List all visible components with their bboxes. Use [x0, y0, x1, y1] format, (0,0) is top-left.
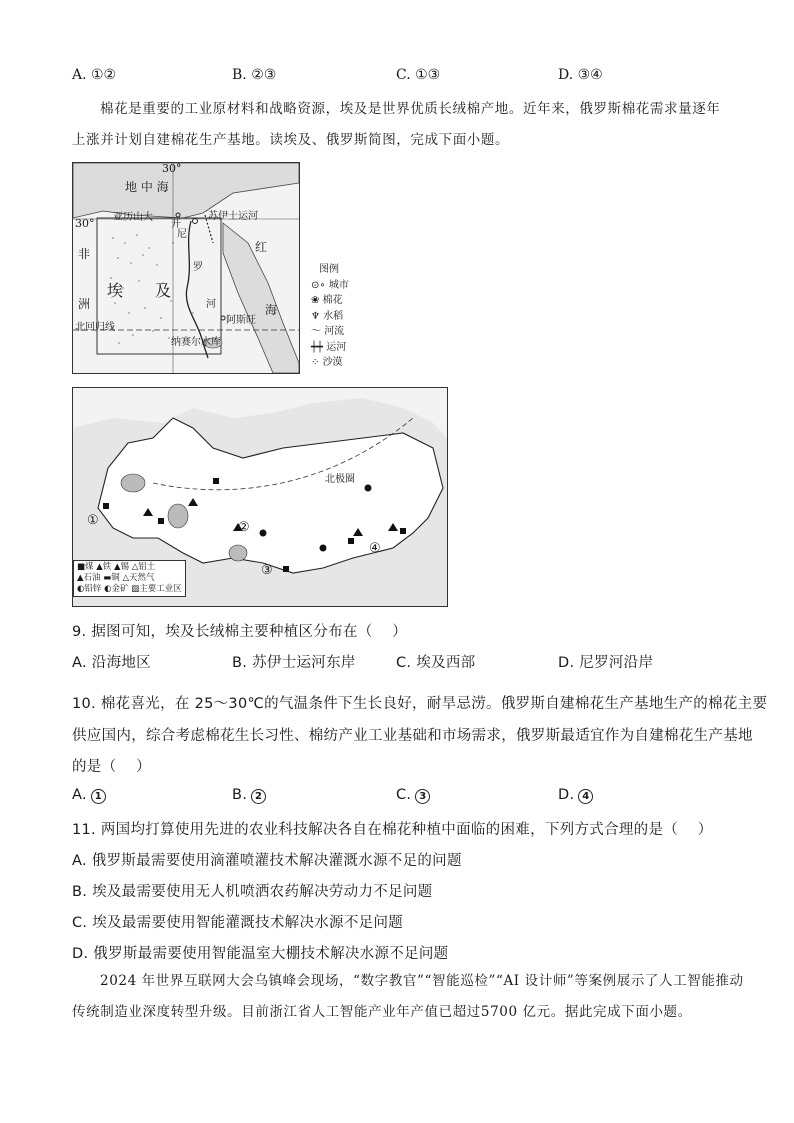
- egypt-country-label: 埃 及: [107, 281, 172, 300]
- legend-item-city: ⊙∘ 城市: [311, 279, 349, 291]
- egypt-map: [72, 162, 300, 374]
- q10-line-2: 供应国内，综合考虑棉花生长习性、棉纺产业工业基础和市场需求，俄罗斯最适宜作为自建棉花生产基地: [72, 728, 753, 744]
- africa-label-1: 非: [78, 247, 91, 261]
- q11-option-a[interactable]: A. 俄罗斯最需要使用滴灌喷灌技术解决灌溉水源不足的问题: [72, 853, 462, 869]
- marker-1: ①: [87, 513, 99, 528]
- top-option-c[interactable]: C. ①③: [396, 67, 441, 83]
- legend-item-canal: ┿┿ 运河: [311, 341, 347, 353]
- top-option-d[interactable]: D. ③④: [558, 67, 603, 83]
- desert-icon: ⁘: [311, 357, 323, 368]
- marker-4: ④: [369, 541, 381, 556]
- outro-line-2: 传统制造业深度转型升级。目前浙江省人工智能产业年产值已超过5700 亿元。据此完成下面小题。: [72, 1004, 692, 1020]
- river-icon: 〜: [311, 326, 325, 337]
- russia-legend-row-3: ◐铅锌 ◐金矿 ▨主要工业区: [77, 584, 182, 594]
- q10-option-d-mark: 4: [578, 789, 593, 804]
- legend-item-rice: ♆ 水稻: [311, 310, 344, 322]
- red-sea-label-1: 红: [255, 240, 268, 254]
- industrial-area-1: [121, 474, 145, 492]
- marker-2: ②: [238, 520, 250, 535]
- nile-label-3: 河: [206, 299, 216, 310]
- nile-label-2: 罗: [193, 262, 203, 273]
- mediterranean-sea: [73, 163, 299, 218]
- russia-legend-row-2: ▲石油 ▬铜 △天然气: [77, 573, 155, 583]
- africa-label-2: 洲: [78, 297, 91, 311]
- q9-stem: 9. 据图可知，埃及长绒棉主要种植区分布在（ ）: [72, 624, 408, 640]
- cotton-icon: ❀: [311, 295, 323, 306]
- lat-left-label: 30°: [75, 217, 95, 230]
- q9-option-b[interactable]: B. 苏伊士运河东岸: [232, 655, 356, 671]
- q11-stem: 11. 两国均打算使用先进的农业科技解决各自在棉花种植中面临的困难，下列方式合理的是（ ）: [72, 822, 713, 838]
- intro-line-1: 棉花是重要的工业原材料和战略资源，埃及是世界优质长绒棉产地。近年来，俄罗斯棉花需求量逐年: [100, 101, 721, 117]
- q10-option-b-mark: 2: [251, 789, 266, 804]
- q10-option-c-mark: 3: [415, 789, 430, 804]
- legend-item-river: 〜 河流: [311, 326, 345, 337]
- aswan-label: 阿斯旺: [226, 315, 256, 326]
- russia-legend-row-1: ■煤 ▲铁 ▲锡 △铝土: [77, 562, 156, 572]
- q9-option-d[interactable]: D. 尼罗河沿岸: [558, 655, 654, 671]
- top-option-a[interactable]: A. ①②: [72, 67, 117, 83]
- top-option-b[interactable]: B. ②③: [232, 67, 277, 83]
- aswan-city-icon: [221, 316, 225, 320]
- q11-option-c[interactable]: C. 埃及最需要使用智能灌溉技术解决水源不足问题: [72, 915, 404, 931]
- canal-icon: ┿┿: [311, 341, 327, 353]
- q10-option-c[interactable]: C. 3: [396, 787, 430, 804]
- outro-line-1: 2024 年世界互联网大会乌镇峰会现场，“数字教官”“智能巡检”“AI 设计师”等案例展示了人工智能推动: [100, 973, 744, 989]
- egypt-legend: [311, 262, 349, 371]
- marker-3: ③: [261, 563, 273, 578]
- legend-item-desert: ⁘ 沙漠: [311, 357, 343, 368]
- q10-option-d[interactable]: D. 4: [558, 787, 593, 804]
- legend-title: 图例: [319, 264, 339, 275]
- russia-legend: [73, 560, 186, 597]
- tropic-label: 北回归线: [75, 322, 115, 333]
- intro-line-2: 上涨并计划自建棉花生产基地。读埃及、俄罗斯简图，完成下面小题。: [72, 132, 510, 148]
- alexandria-label: 亚历山大: [113, 212, 153, 223]
- q11-option-d[interactable]: D. 俄罗斯最需要使用智能温室大棚技术解决水源不足问题: [72, 946, 449, 962]
- q11-option-b[interactable]: B. 埃及最需要使用无人机喷洒农药解决劳动力不足问题: [72, 884, 433, 900]
- q10-option-a[interactable]: A. 1: [72, 787, 106, 804]
- city-icon: ⊙∘: [311, 279, 329, 291]
- lat-top-label: 30°: [162, 162, 182, 175]
- q10-line-1: 10. 棉花喜光，在 25～30℃的气温条件下生长良好，耐旱忌涝。俄罗斯自建棉花生产基地生产的棉花主要: [72, 696, 768, 712]
- q10-line-3: 的是（ ）: [72, 759, 151, 775]
- legend-item-cotton: ❀ 棉花: [311, 295, 343, 306]
- cairo-label: 开: [171, 219, 181, 230]
- rice-icon: ♆: [311, 310, 324, 322]
- mediterranean-label: 地 中 海: [125, 180, 169, 194]
- industrial-area-3: [229, 545, 247, 561]
- nasser-label: 纳赛尔水库: [171, 337, 221, 348]
- industrial-area-2: [168, 504, 188, 528]
- nile-label-1: 尼: [177, 229, 187, 240]
- arctic-circle-label: 北极圈: [325, 474, 355, 485]
- red-sea-label-2: 海: [265, 303, 278, 317]
- q9-option-c[interactable]: C. 埃及西部: [396, 655, 476, 671]
- q10-option-a-mark: 1: [91, 789, 106, 804]
- q10-option-b[interactable]: B. 2: [232, 787, 266, 804]
- russia-map: [72, 387, 448, 607]
- q9-option-a[interactable]: A. 沿海地区: [72, 655, 151, 671]
- suez-label: 苏伊士运河: [208, 211, 258, 222]
